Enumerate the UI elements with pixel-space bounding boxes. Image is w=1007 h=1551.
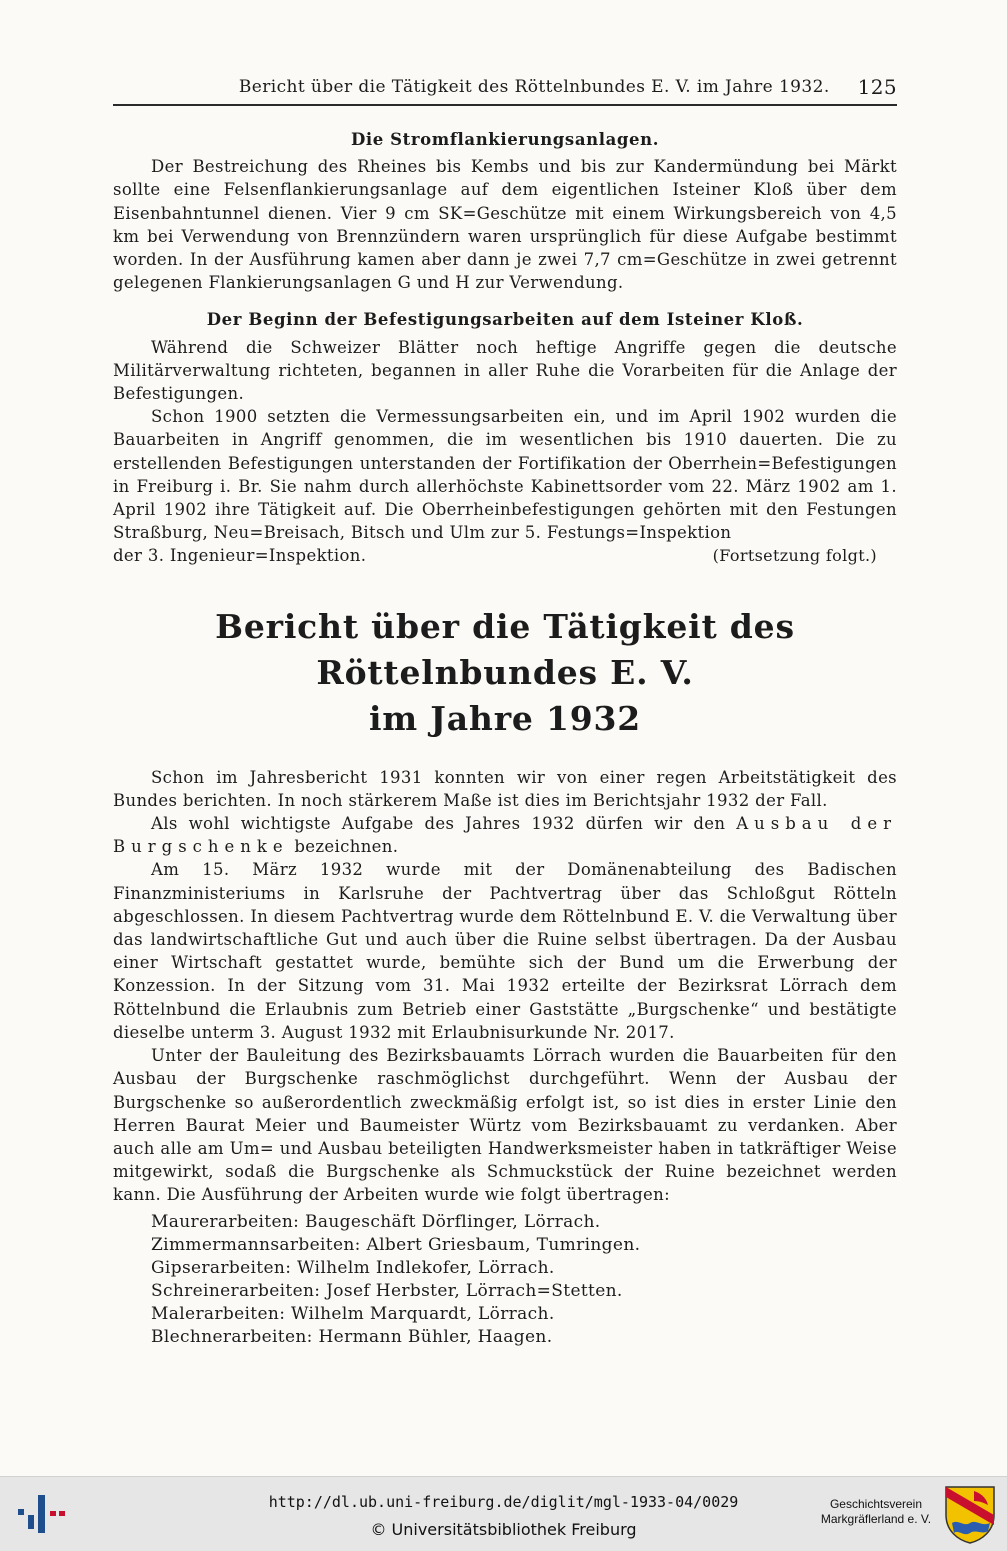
p2-spaced: Ausbau der Burgschenke [113, 814, 897, 857]
paragraph-stromflankierung: Der Bestreichung des Rheines bis Kembs und bis zur Kandermündung bei Märkt sollte eine Felsenflankierungsanlage auf dem eigentlichen Isteiner Kloß über dem Eisenbahntunnel dienen. Vier 9 cm SK=Geschütze mit einem Wirkungsbereich von 4,5 km bei Verwendung von Brennzündern waren ursprünglich für diese Aufgabe bestimmt worden. In der Ausführung kamen aber dann je zwei 7,7 cm=Geschütze in zwei getrennt gelegenen Flankierungsanlagen G und H zur Verwendung. [113, 157, 897, 293]
footer-bar [0, 1476, 1007, 1551]
section-heading-stromflankierung: Die Stromflankierungsanlagen. [350, 130, 660, 149]
running-header [113, 70, 897, 106]
article-body [113, 766, 897, 1207]
article-title-line-1: Bericht über die Tätigkeit des Röttelnbundes E. V. [215, 606, 795, 692]
p2-before: Als wohl wichtigste Aufgabe des Jahres 1932 dürfen wir den [151, 814, 726, 834]
article-title-line-2: im Jahre 1932 [368, 698, 642, 738]
article-paragraph-1: Schon im Jahresbericht 1931 konnten wir von einer regen Arbeitstätigkeit des Bundes berichten. In noch stärkerem Maße ist dies im Berichtsjahr 1932 der Fall. [113, 767, 897, 810]
logo-dot-red [50, 1511, 56, 1516]
copyright-text: © Universitätsbibliothek Freiburg [370, 1520, 637, 1539]
list-item: Zimmermannsarbeiten: Albert Griesbaum, Tumringen. [151, 1234, 641, 1255]
coat-of-arms-icon [944, 1485, 996, 1545]
page-content [113, 120, 897, 1349]
paragraph-befestigung-2: Schon 1900 setzten die Vermessungsarbeiten ein, und im April 1902 wurden die Bauarbeiten in Angriff genommen, die im wesentlichen bis 1910 dauerten. Die zu erstellenden Befestigungen unterstanden der Fortifikation der Oberrhein=Befestigungen in Freiburg i. Br. Sie nahm durch allerhöchste Kabinettsorder vom 22. März 1902 am 1. April 1902 ihre Tätigkeit auf. Die Oberrheinbefestigungen gehörten mit den Festungen Straßburg, Neu=Breisach, Bitsch und Ulm zur 5. Festungs=Inspektion [113, 407, 897, 543]
article-title [113, 604, 897, 742]
list-item: Blechnerarbeiten: Hermann Bühler, Haagen. [151, 1326, 553, 1347]
society-name [806, 1497, 946, 1527]
page-number: 125 [857, 75, 897, 99]
closing-line [113, 544, 897, 567]
society-line-2: Markgräflerland e. V. [820, 1512, 932, 1526]
permalink-url[interactable]: http://dl.ub.uni-freiburg.de/diglit/mgl-1933-04/0029 [268, 1493, 739, 1511]
list-item: Gipserarbeiten: Wilhelm Indlekofer, Lörrach. [151, 1257, 555, 1278]
article-paragraph-4: Unter der Bauleitung des Bezirksbauamts Lörrach wurden die Bauarbeiten für den Ausbau der Burgschenke raschmöglichst durchgeführt. Wenn der Ausbau der Burgschenke so außerordentlich zweckmäßig erfolgt ist, so ist dies in erster Linie den Herren Baurat Meier und Baumeister Würtz vom Bezirksbauamt zu verdanken. Aber auch alle am Um= und Ausbau beteiligten Handwerksmeister haben in tatkräftiger Weise mitgewirkt, sodaß die Burgschenke als Schmuckstück der Ruine bezeichnet werden kann. Die Ausführung der Arbeiten wurde wie folgt übertragen: [113, 1046, 897, 1205]
society-line-1: Geschichtsverein [829, 1497, 923, 1511]
article-paragraph-3: Am 15. März 1932 wurde mit der Domänenabteilung des Badischen Finanzministeriums in Karlsruhe der Pachtvertrag über das Schloßgut Rötteln abgeschlossen. In diesem Pachtvertrag wurde dem Röttelnbund E. V. die Verwaltung über das landwirtschaftliche Gut und auch über die Ruine selbst übertragen. Da der Ausbau einer Wirtschaft gestattet wurde, bemühte sich der Bund um die Erwerbung der Konzession. In der Sitzung vom 31. Mai 1932 erteilte der Bezirksrat Lörrach dem Röttelnbund die Erlaubnis zum Betrieb einer Gaststätte „Burgschenke“ und bestätigte dieselbe unterm 3. August 1932 mit Erlaubnisurkunde Nr. 2017. [113, 860, 897, 1042]
article-paragraph-2 [113, 812, 897, 858]
list-item: Maurerarbeiten: Baugeschäft Dörflinger, Lörrach. [151, 1211, 601, 1232]
list-item: Schreinerarbeiten: Josef Herbster, Lörrach=Stetten. [151, 1280, 623, 1301]
list-item: Malerarbeiten: Wilhelm Marquardt, Lörrach. [151, 1303, 555, 1324]
running-title: Bericht über die Tätigkeit des Röttelnbundes E. V. im Jahre 1932. [238, 77, 830, 97]
continued-note: (Fortsetzung folgt.) [712, 546, 877, 566]
work-assignment-list [151, 1211, 897, 1349]
closing-text: der 3. Ingenieur=Inspektion. [113, 546, 367, 566]
logo-dot-red-2 [59, 1511, 65, 1516]
section-heading-befestigung: Der Beginn der Befestigungsarbeiten auf dem Isteiner Kloß. [206, 310, 804, 330]
p2-after: bezeichnen. [294, 837, 399, 857]
paragraph-befestigung-1: Während die Schweizer Blätter noch heftige Angriffe gegen die deutsche Militärverwaltung richteten, begannen in aller Ruhe die Vorarbeiten für die Anlage der Befestigungen. [113, 337, 897, 404]
